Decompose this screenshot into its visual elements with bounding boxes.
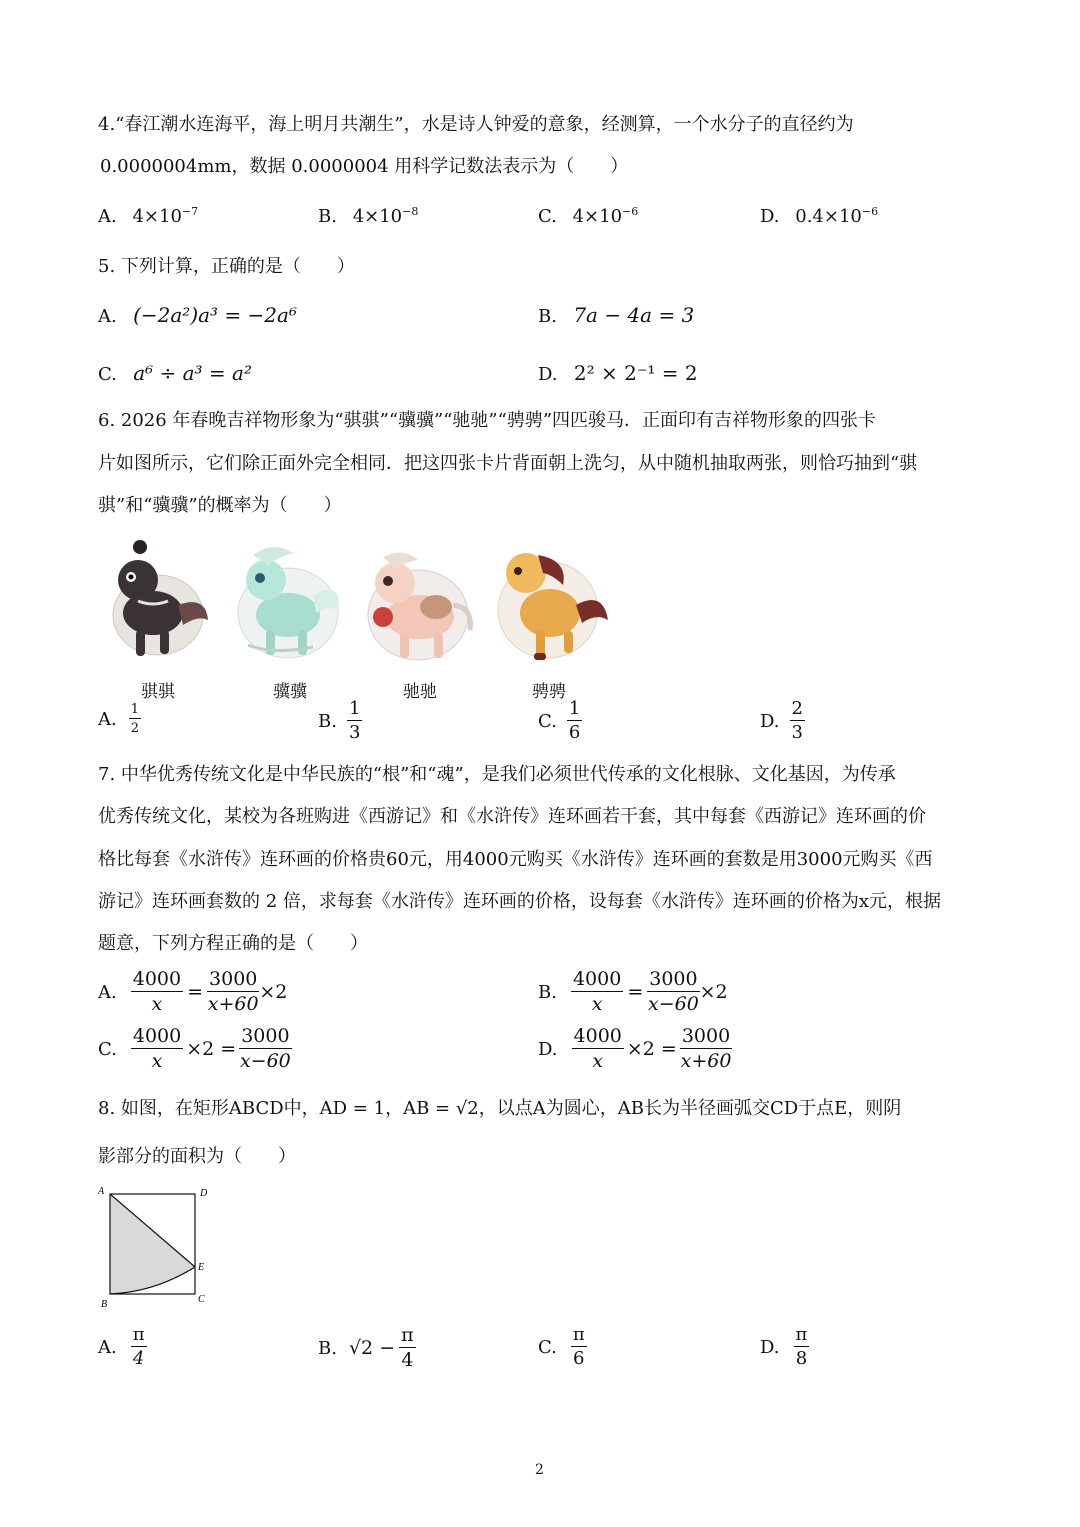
option-text: 2² × 2⁻¹ = 2 [573, 361, 698, 385]
rectangle-figure [95, 1182, 220, 1310]
option-fraction: $\frac{\pi}{4}$ [401, 1324, 414, 1371]
q5-option-a[interactable] [98, 303, 297, 327]
q8-stem-line1: 8. 如图，在矩形ABCD中，AD = 1，AB = √2，以点A为圆心，AB长为半径画弧交CD于点E，则阴 [98, 1098, 902, 1119]
q6-option-a[interactable] [98, 703, 141, 735]
q4-stem-line2 [100, 158, 628, 176]
q8-option-b[interactable] [318, 1326, 416, 1370]
q4-option-b[interactable] [318, 205, 419, 227]
option-rhs-fraction: $\frac{3000}{x+60}$ [680, 1025, 732, 1072]
q4-value: 0.0000004mm [100, 156, 232, 177]
option-fraction: $\frac{2}{3}$ [791, 698, 803, 743]
q7-stem-line1: 7. 中华优秀传统文化是中华民族的“根”和“魂”，是我们必须世代传承的文化根脉、文化基因，为传承 [98, 764, 896, 785]
mascot-chengcheng-image [498, 553, 608, 660]
q6-option-c[interactable] [538, 700, 582, 742]
q8-option-d[interactable] [760, 1326, 809, 1368]
shaded-region [110, 1194, 195, 1294]
option-exp: −8 [402, 205, 419, 218]
option-lhs-fraction: $\frac{4000}{x}$ [132, 968, 182, 1015]
option-label: A. [98, 206, 117, 227]
option-label: B. [318, 206, 337, 227]
option-text: 7a − 4a = 3 [573, 303, 695, 327]
option-label: A. [98, 708, 117, 730]
option-label: D. [760, 1336, 780, 1358]
option-rhs-fraction: $\frac{3000}{x-60}$ [239, 1025, 291, 1072]
option-text: 0.4×10 [795, 206, 862, 227]
q4-stem-rest: ，数据 0.0000004 用科学记数法表示为（ ） [231, 156, 629, 177]
option-tail: ×2 [699, 981, 728, 1003]
q6-option-d[interactable] [760, 700, 805, 742]
q5-option-b[interactable] [538, 303, 695, 327]
option-fraction: $\frac{\pi}{8}$ [795, 1324, 808, 1369]
option-text: a⁶ ÷ a³ = a² [133, 361, 252, 385]
q4-option-d[interactable] [760, 205, 879, 227]
option-text: 4×10 [352, 206, 403, 227]
option-tail: ×2 [259, 981, 288, 1003]
q7-stem-line2: 优秀传统文化，某校为各班购进《西游记》和《水浒传》连环画若干套，其中每套《西游记》连环画的价 [98, 806, 926, 827]
q4-stem-line1: 4.“春江潮水连海平，海上明月共潮生”，水是诗人钟爱的意象，经测算，一个水分子的直径约为 [98, 114, 854, 135]
label-b: B [101, 1299, 108, 1310]
q7-stem-line5: 题意，下列方程正确的是（ ） [98, 933, 368, 954]
option-fraction: $\frac{\pi}{6}$ [572, 1324, 585, 1369]
option-mid: ×2 = [186, 1038, 237, 1060]
option-fraction: $\frac{1}{6}$ [568, 698, 581, 743]
label-e: E [198, 1262, 205, 1273]
q7-stem-line4: 游记》连环画套数的 2 倍，求每套《水浒传》连环画的价格，设每套《水浒传》连环画的价格为x元，根据 [98, 891, 942, 912]
q6-stem-line1: 6. 2026 年春晚吉祥物形象为“骐骐”“骥骥”“驰驰”“骋骋”四匹骏马．正面印有吉祥物形象的四张卡 [98, 410, 877, 431]
q7-option-a[interactable]: A. $\frac{4000}{x}$ = $\frac{3000}{x+60}$ ×2 [98, 968, 288, 1015]
option-prefix: √2 − [348, 1337, 396, 1359]
mascot-cards-figure [98, 535, 618, 670]
card-label-jiji: 骥骥 [273, 682, 307, 702]
option-label: A. [98, 306, 117, 327]
option-label: A. [98, 1336, 117, 1358]
q7-option-b[interactable]: B. $\frac{4000}{x}$ = $\frac{3000}{x-60}$ ×2 [538, 968, 728, 1015]
option-text: 4×10 [572, 206, 623, 227]
q4-option-c[interactable] [538, 205, 639, 227]
q7-option-c[interactable] [98, 1027, 292, 1071]
option-mid: ×2 = [626, 1038, 677, 1060]
page-number: 2 [535, 1462, 544, 1478]
label-c: C [198, 1294, 205, 1305]
option-label: C. [538, 1336, 557, 1358]
option-fraction: $\frac{\pi}{4}$ [132, 1324, 145, 1369]
option-label: C. [98, 364, 117, 385]
card-label-chichi: 驰驰 [403, 682, 437, 702]
option-exp: −6 [622, 205, 639, 218]
option-rhs-fraction: $\frac{3000}{x+60}$ [207, 968, 259, 1015]
option-text: (−2a²)a³ = −2a⁶ [133, 303, 297, 327]
mascot-jiji-image [238, 547, 339, 658]
option-text: 4×10 [132, 206, 182, 227]
label-a: A [98, 1186, 105, 1197]
option-fraction: $\frac{1}{2}$ [130, 702, 140, 736]
q6-stem-line3: 骐”和“骥骥”的概率为（ ） [98, 495, 342, 516]
q7-option-d[interactable] [538, 1027, 732, 1071]
mascot-chichi-image [368, 553, 470, 660]
option-label: A. [98, 981, 117, 1003]
option-label: C. [98, 1038, 117, 1060]
option-lhs-fraction: $\frac{4000}{x}$ [573, 1025, 622, 1072]
q5-option-c[interactable] [98, 361, 252, 385]
option-label: B. [538, 981, 557, 1003]
q8-option-c[interactable] [538, 1326, 587, 1368]
option-lhs-fraction: $\frac{4000}{x}$ [132, 1025, 182, 1072]
option-exp: −7 [181, 205, 199, 218]
q8-option-a[interactable] [98, 1326, 147, 1368]
mascot-qiqi-image [113, 540, 208, 656]
option-exp: −6 [861, 205, 879, 218]
card-label-chengcheng: 骋骋 [532, 682, 566, 702]
q5-stem: 5. 下列计算，正确的是（ ） [98, 256, 355, 277]
option-label: D. [538, 364, 558, 385]
q4-option-a[interactable] [98, 205, 199, 227]
option-label: B. [538, 306, 557, 327]
option-label: C. [538, 710, 557, 732]
option-label: B. [318, 710, 337, 732]
q6-stem-line2: 片如图所示，它们除正面外完全相同．把这四张卡片背面朝上洗匀，从中随机抽取两张，则恰巧抽到“骐 [98, 453, 918, 474]
q5-option-d[interactable] [538, 361, 698, 385]
option-label: D. [760, 710, 780, 732]
card-label-qiqi: 骐骐 [141, 682, 175, 702]
q7-stem-line3: 格比每套《水浒传》连环画的价格贵60元，用4000元购买《水浒传》连环画的套数是用3000元购买《西 [98, 849, 933, 870]
option-rhs-fraction: $\frac{3000}{x-60}$ [648, 968, 699, 1015]
option-label: B. [318, 1337, 337, 1359]
option-lhs-fraction: $\frac{4000}{x}$ [572, 968, 622, 1015]
q8-stem-line2: 影部分的面积为（ ） [98, 1146, 296, 1167]
option-label: C. [538, 206, 557, 227]
option-label: D. [538, 1038, 558, 1060]
option-label: D. [760, 206, 780, 227]
q6-option-b[interactable] [318, 700, 362, 742]
label-d: D [200, 1188, 208, 1199]
option-fraction: $\frac{1}{3}$ [348, 698, 361, 743]
